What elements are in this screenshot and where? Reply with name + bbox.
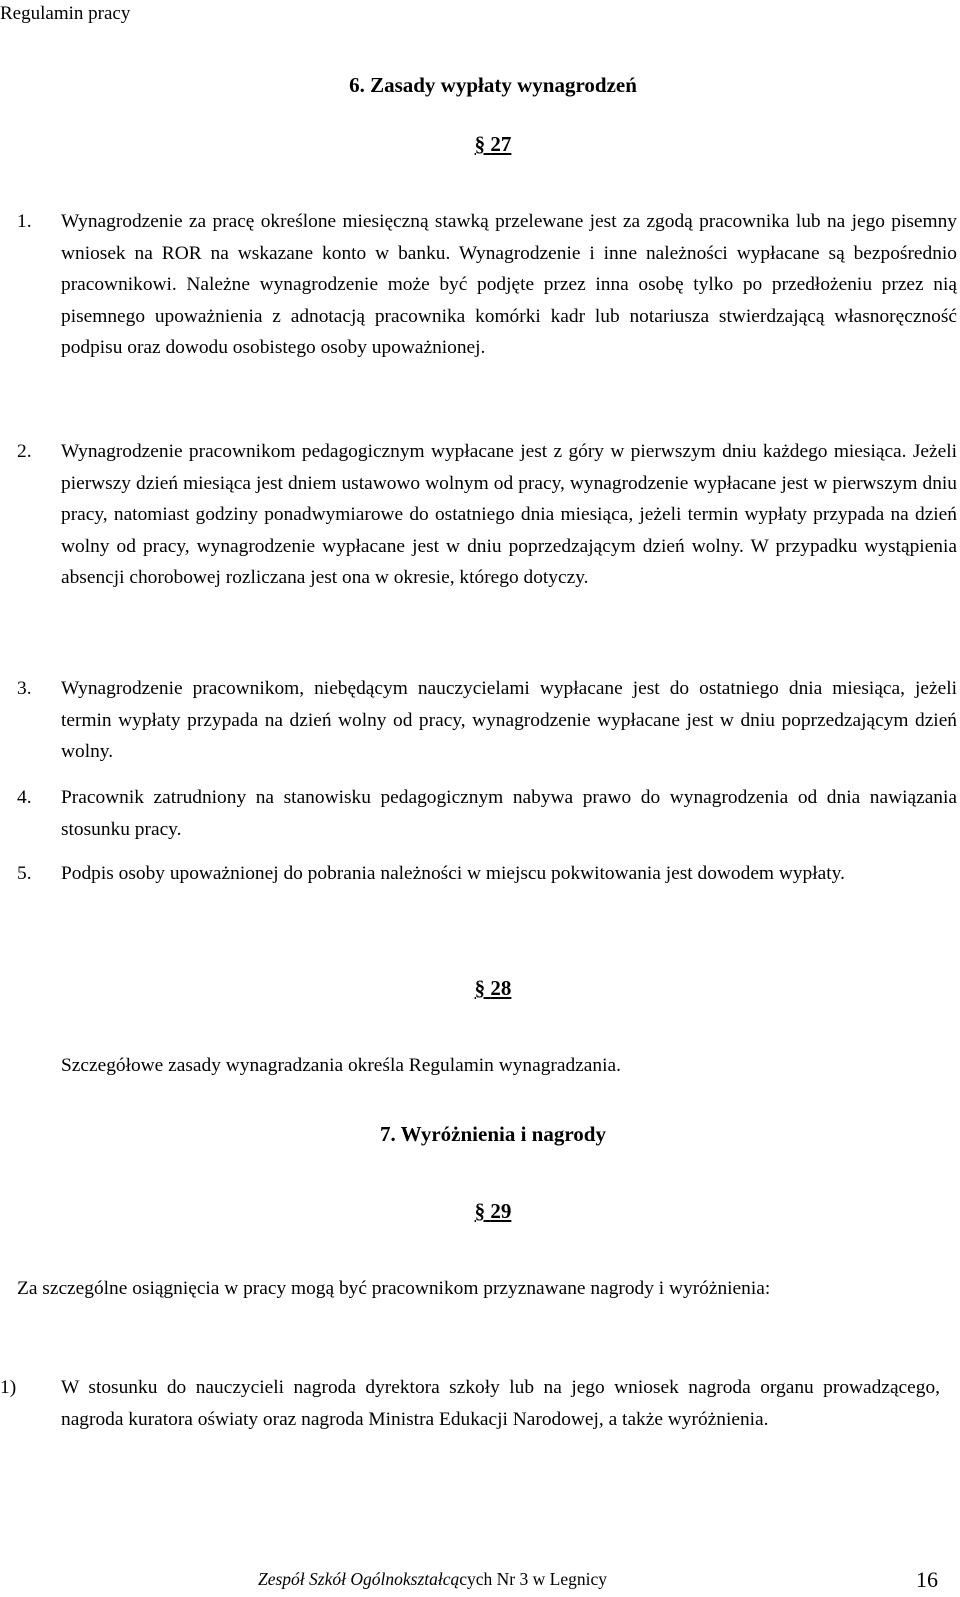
list-item [17, 858, 957, 890]
list-item-number: 1. [17, 211, 32, 232]
list-item [0, 1372, 940, 1435]
footer-school-name-rest: cych Nr 3 w Legnicy [459, 1569, 607, 1589]
list-item-number: 3. [17, 678, 32, 699]
footer-school-name [258, 1567, 607, 1591]
paragraph-28-text: Szczegółowe zasady wynagradzania określa Regulamin wynagradzania. [61, 1055, 621, 1076]
list-item-number: 4. [17, 787, 32, 808]
paragraph-28-heading [0, 974, 960, 1002]
section-6-title: 6. Zasady wypłaty wynagrodzeń [349, 73, 637, 97]
section-sign-icon: § [474, 1199, 486, 1223]
list-item-number: 1) [0, 1377, 17, 1398]
running-header: Regulamin pracy [0, 3, 131, 24]
section-sign-icon: § [474, 132, 486, 156]
paragraph-29-intro: Za szczególne osiągnięcia w pracy mogą być pracownikom przyznawane nagrody i wyróżnienia: [17, 1278, 771, 1299]
list-item-text: Podpis osoby upoważnionej do pobrania należności w miejscu pokwitowania jest dowodem wypłaty. [61, 863, 845, 884]
section-7-title: 7. Wyróżnienia i nagrody [380, 1122, 606, 1146]
footer-school-name-italic: Zespół Szkół Ogólnokształcą [258, 1569, 460, 1589]
list-item-number: 5. [17, 863, 32, 884]
page-number: 16 [916, 1567, 938, 1592]
paragraph-29-heading [0, 1197, 960, 1225]
list-item [17, 206, 957, 364]
section-sign-icon: § [474, 976, 486, 1000]
paragraph-27-number: 27 [490, 132, 512, 156]
list-item-text: W stosunku do nauczycieli nagroda dyrektora szkoły lub na jego wniosek nagroda organu prowadzącego, nagroda kuratora oświaty oraz nagroda Ministra Edukacji Narodowej, a także wyróżnienia. [61, 1377, 940, 1430]
list-item [17, 673, 957, 768]
list-item-text: Wynagrodzenie pracownikom pedagogicznym wypłacane jest z góry w pierwszym dniu każdego miesiąca. Jeżeli pierwszy dzień miesiąca jest dniem ustawowo wolnym od pracy, wynagrodzenie wypłacane jest w pierwszym dniu pracy, natomiast godziny ponadwymiarowe do ostatniego dnia miesiąca, jeżeli termin wypłaty przypada na dzień wolny od pracy, wynagrodzenie wypłacane jest w dniu poprzedzającym dzień wolny. W przypadku wystąpienia absencji chorobowej rozliczana jest ona w okresie, którego dotyczy. [61, 441, 957, 588]
paragraph-28-number: 28 [490, 976, 512, 1000]
paragraph-27-heading [0, 130, 960, 158]
list-item-text: Pracownik zatrudniony na stanowisku pedagogicznym nabywa prawo do wynagrodzenia od dnia nawiązania stosunku pracy. [61, 787, 957, 840]
list-item-number: 2. [17, 441, 32, 462]
paragraph-29-number: 29 [490, 1199, 512, 1223]
page-footer [0, 1567, 960, 1595]
list-item-text: Wynagrodzenie pracownikom, niebędącym nauczycielami wypłacane jest do ostatniego dnia miesiąca, jeżeli termin wypłaty przypada na dzień wolny od pracy, wynagrodzenie wypłacane jest w dniu poprzedzającym dzień wolny. [61, 678, 957, 762]
list-item [17, 782, 957, 845]
list-item [17, 436, 957, 594]
list-item-text: Wynagrodzenie za pracę określone miesięczną stawką przelewane jest za zgodą pracownika lub na jego pisemny wniosek na ROR na wskazane konto w banku. Wynagrodzenie i inne należności wypłacane są bezpośrednio pracownikowi. Należne wynagrodzenie może być podjęte przez inna osobę tylko po przedłożeniu przez nią pisemnego upoważnienia z adnotacją pracownika komórki kadr lub notariusza stwierdzającą własnoręczność podpisu oraz dowodu osobistego osoby upoważnionej. [61, 211, 957, 358]
